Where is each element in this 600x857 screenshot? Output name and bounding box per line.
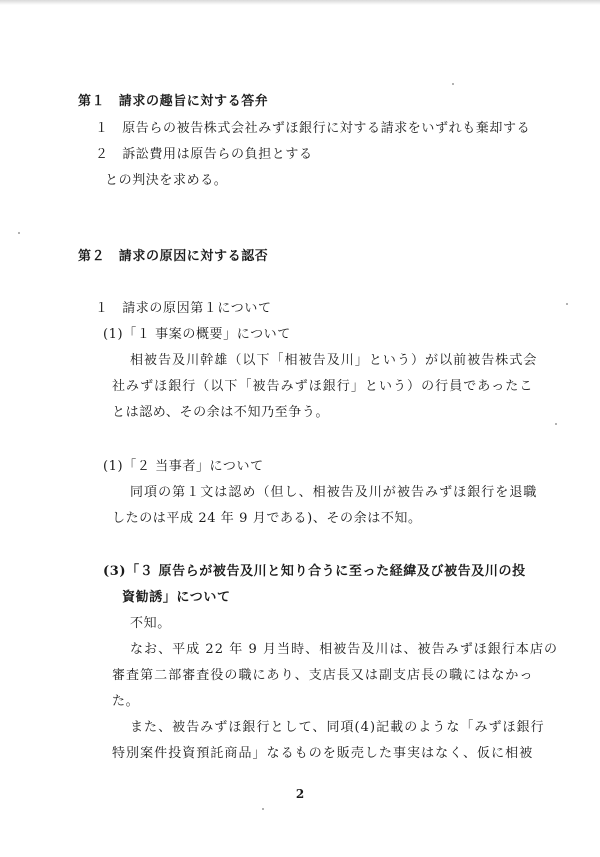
para3-line-6: 特別案件投資預託商品」なるものを販売した事実はなく、仮に相被 <box>112 746 534 761</box>
para3-line-2: なお、平成 22 年 9 月当時、相被告及川は、被告みずほ銀行本店の <box>130 642 559 657</box>
para3-heading-line-1: (3)「３ 原告らが被告及川と知り合うに至った経緯及び被告及川の投 <box>103 564 526 579</box>
page-number: 2 <box>295 787 305 801</box>
section1-item-2: ２ 訴訟費用は原告らの負担とする <box>95 147 313 162</box>
para1-line-2: 社みずほ銀行（以下「被告みずほ銀行」という）の行員であったこ <box>112 379 534 394</box>
para3-line-1: 不知。 <box>130 616 171 631</box>
para2-heading: (1)「２ 当事者」について <box>103 459 264 474</box>
para3-line-4: た。 <box>112 694 140 709</box>
scan-edge <box>0 0 600 5</box>
section1-item-1: １ 原告らの被告株式会社みずほ銀行に対する請求をいずれも棄却する <box>95 121 531 136</box>
scan-speck <box>566 303 568 305</box>
section2-heading: 第２ 請求の原因に対する認否 <box>78 249 269 264</box>
para3-line-3: 審査第二部審査役の職にあり、支店長又は副支店長の職にはなかっ <box>112 668 534 683</box>
scan-speck <box>262 808 264 810</box>
para2-line-1: 同項の第１文は認め（但し、相被告及川が被告みずほ銀行を退職 <box>130 485 538 500</box>
para1-line-1: 相被告及川幹雄（以下「相被告及川」という）が以前被告株式会 <box>130 353 538 368</box>
section1-heading: 第１ 請求の趣旨に対する答弁 <box>78 94 269 109</box>
para3-line-5: また、被告みずほ銀行として、同項(4)記載のような「みずほ銀行 <box>130 720 545 735</box>
para1-line-3: とは認め、その余は不知乃至争う。 <box>112 405 330 420</box>
section1-conclusion: との判決を求める。 <box>105 173 228 188</box>
para3-heading-line-2: 資勧誘」について <box>122 590 231 605</box>
scan-speck <box>18 232 20 234</box>
para1-heading: (1)「１ 事案の概要」について <box>103 327 291 342</box>
scan-speck <box>452 83 454 85</box>
para2-line-2: したのは平成 24 年 9 月である)、その余は不知。 <box>112 511 422 526</box>
section2-sub1-heading: １ 請求の原因第１について <box>95 301 272 316</box>
scan-speck <box>555 423 557 425</box>
